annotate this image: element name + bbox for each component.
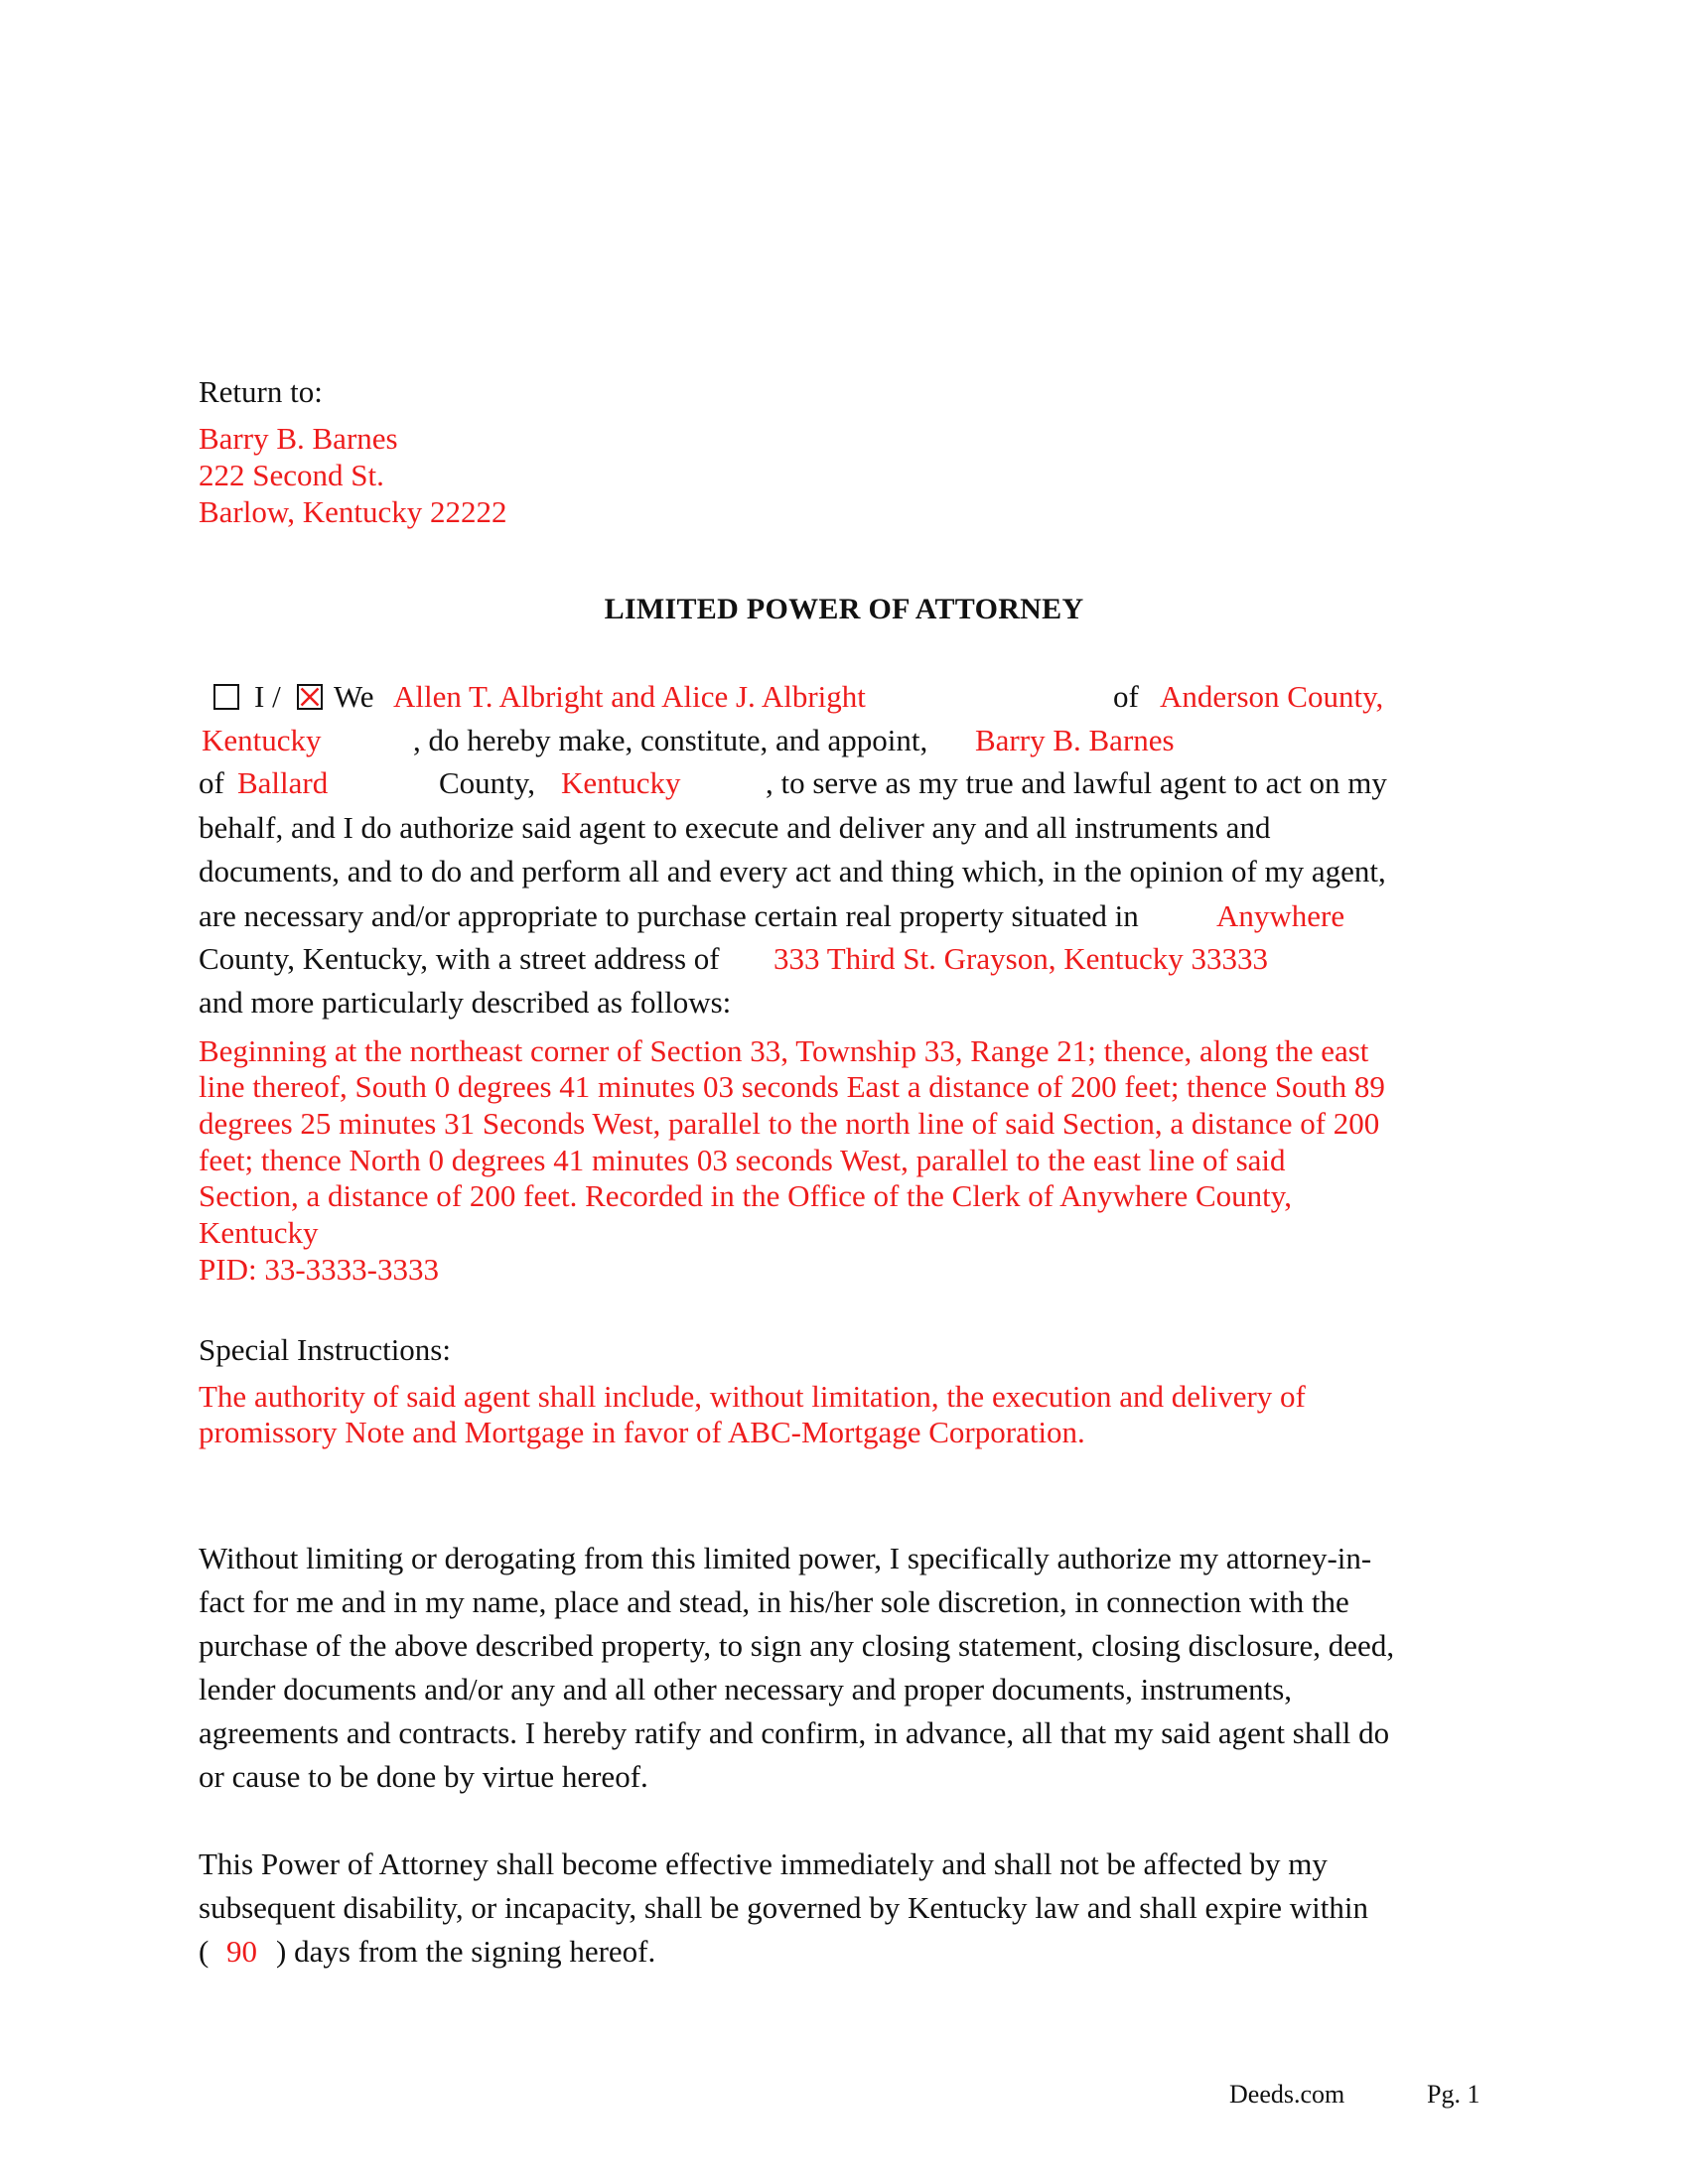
appoint-text: , do hereby make, constitute, and appoint, xyxy=(413,723,928,757)
agent-state: Kentucky xyxy=(561,765,681,800)
expiration-days: 90 xyxy=(226,1934,257,1969)
body-line-5: documents, and to do and perform all and every act and thing which, in the opinion of my agent, xyxy=(199,854,1386,888)
grantor-state: Kentucky xyxy=(202,723,322,757)
checkbox-we[interactable] xyxy=(297,684,323,710)
grantor-county: Anderson County, xyxy=(1160,679,1384,714)
legal-line: feet; thence North 0 degrees 41 minutes 03 seconds West, parallel to the east line of said xyxy=(199,1143,1286,1177)
return-to-name: Barry B. Barnes xyxy=(199,421,398,456)
grantor-of-label: of xyxy=(1113,679,1139,714)
legal-line: Section, a distance of 200 feet. Recorded in the Office of the Clerk of Anywhere County, xyxy=(199,1178,1293,1213)
county-label: County, xyxy=(439,765,536,800)
legal-line: Beginning at the northeast corner of Section 33, Township 33, Range 21; thence, along the east xyxy=(199,1033,1369,1068)
checkmark-x-icon xyxy=(299,686,321,708)
para3-line-2: subsequent disability, or incapacity, shall be governed by Kentucky law and shall expire within xyxy=(199,1890,1368,1925)
document-title: LIMITED POWER OF ATTORNEY xyxy=(604,593,1084,625)
para2-line: fact for me and in my name, place and stead, in his/her sole discretion, in connection with the xyxy=(199,1584,1349,1619)
para2-line: or cause to be done by virtue hereof. xyxy=(199,1759,648,1794)
para3-line-1: This Power of Attorney shall become effective immediately and shall not be affected by my xyxy=(199,1846,1328,1881)
return-to-city: Barlow, Kentucky 22222 xyxy=(199,494,507,529)
return-to-label: Return to: xyxy=(199,374,323,409)
body-line-4: behalf, and I do authorize said agent to execute and deliver any and all instruments and xyxy=(199,810,1271,845)
checkbox-we-label: We xyxy=(334,679,374,714)
checkbox-i-label: I / xyxy=(254,679,281,714)
para2-line: agreements and contracts. I hereby ratify and confirm, in advance, all that my said agent shall do xyxy=(199,1715,1390,1750)
body-line-7: County, Kentucky, with a street address of xyxy=(199,941,720,976)
property-county: Anywhere xyxy=(1216,898,1345,933)
legal-pid: PID: 33-3333-3333 xyxy=(199,1252,439,1287)
para3-open-paren: ( xyxy=(199,1934,210,1969)
legal-line: degrees 25 minutes 31 Seconds West, parallel to the north line of said Section, a distance of 200 xyxy=(199,1106,1380,1141)
agent-of-label: of xyxy=(199,765,224,800)
para3-close-text: ) days from the signing hereof. xyxy=(276,1934,656,1969)
serve-text: , to serve as my true and lawful agent to act on my xyxy=(766,765,1387,800)
legal-line: Kentucky xyxy=(199,1215,319,1250)
footer-site: Deeds.com xyxy=(1229,2080,1345,2109)
agent-name: Barry B. Barnes xyxy=(975,723,1175,757)
checkbox-i[interactable] xyxy=(213,684,239,710)
agent-county: Ballard xyxy=(237,765,329,800)
body-line-8: and more particularly described as follows: xyxy=(199,985,732,1020)
special-line: The authority of said agent shall include, without limitation, the execution and delivery of xyxy=(199,1379,1306,1414)
footer-page-number: Pg. 1 xyxy=(1427,2080,1480,2109)
special-instructions-label: Special Instructions: xyxy=(199,1332,451,1367)
return-to-street: 222 Second St. xyxy=(199,458,384,492)
body-line-6: are necessary and/or appropriate to purchase certain real property situated in xyxy=(199,898,1139,933)
para2-line: lender documents and/or any and all other necessary and proper documents, instruments, xyxy=(199,1672,1293,1706)
special-line: promissory Note and Mortgage in favor of ABC-Mortgage Corporation. xyxy=(199,1415,1085,1449)
para2-line: Without limiting or derogating from this limited power, I specifically authorize my attorney-in- xyxy=(199,1541,1372,1575)
para2-line: purchase of the above described property, to sign any closing statement, closing disclosure, deed, xyxy=(199,1628,1395,1663)
property-address: 333 Third St. Grayson, Kentucky 33333 xyxy=(774,941,1268,976)
legal-line: line thereof, South 0 degrees 41 minutes 03 seconds East a distance of 200 feet; thence South 89 xyxy=(199,1069,1385,1104)
grantor-names: Allen T. Albright and Alice J. Albright xyxy=(393,679,866,714)
